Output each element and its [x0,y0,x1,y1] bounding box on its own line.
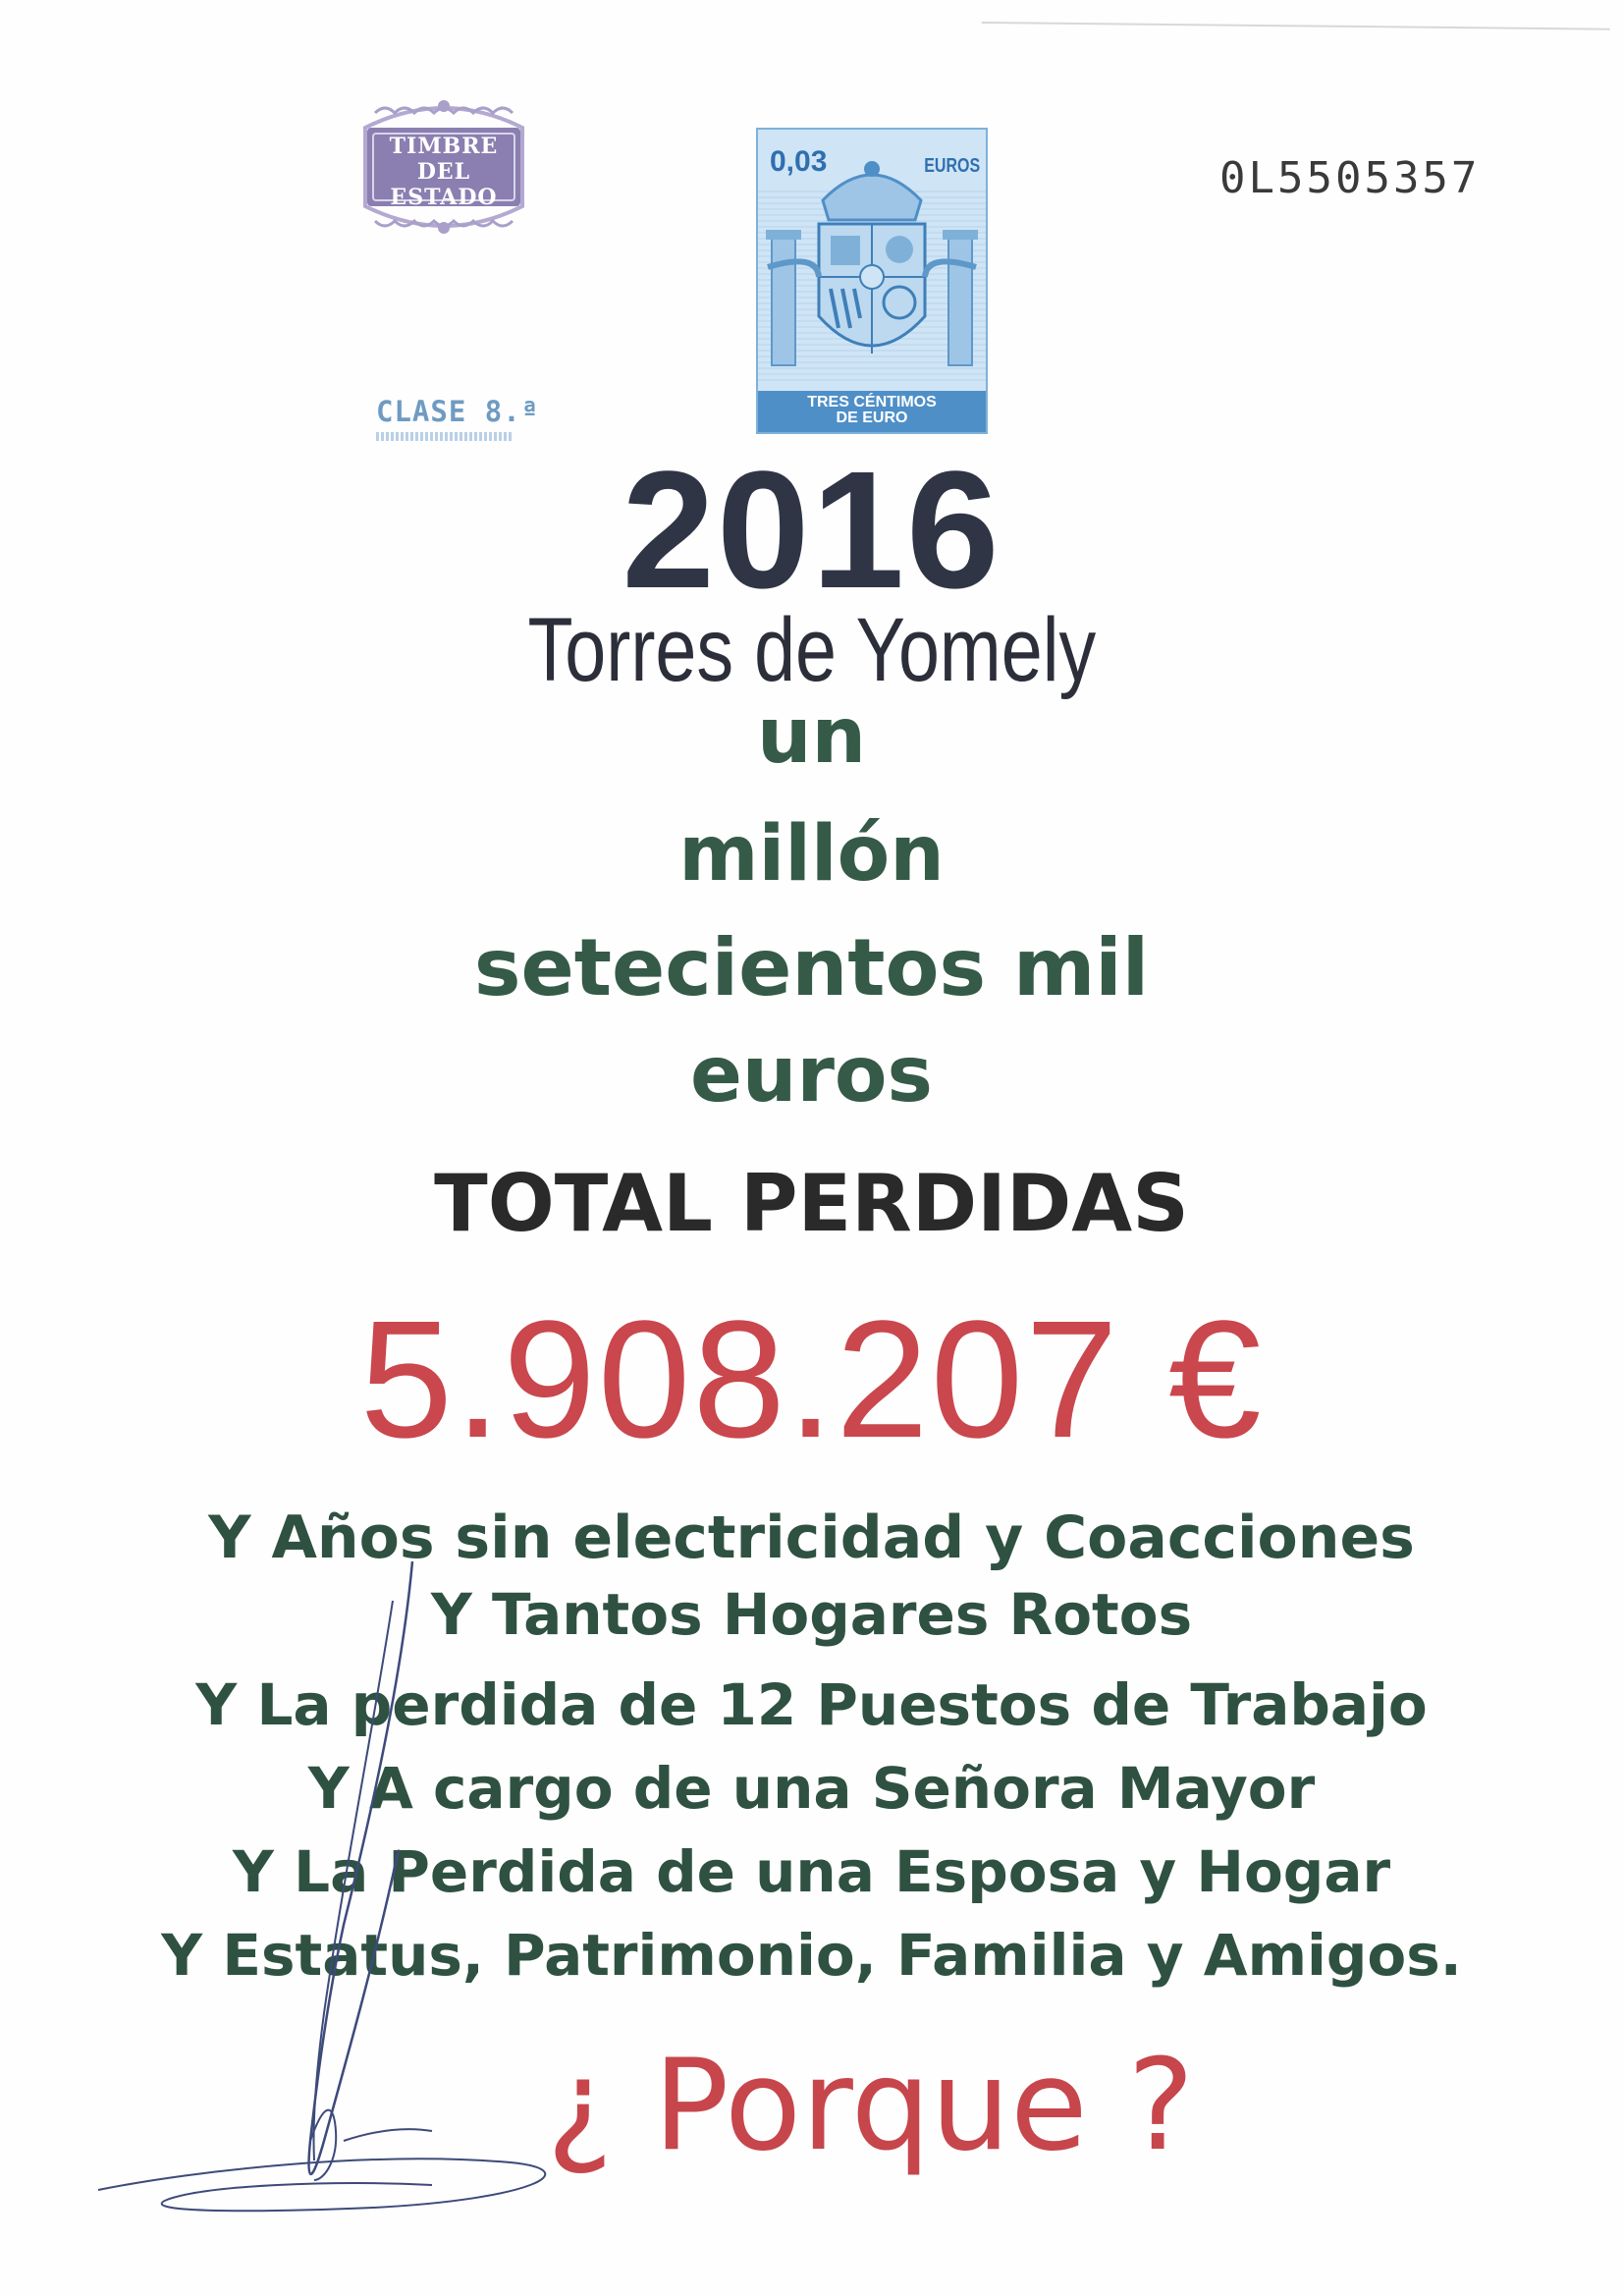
timbre-line-1: TIMBRE [389,134,499,159]
amount-word-2: millón [678,810,945,899]
timbre-line-2: DEL ESTADO [390,159,498,210]
stamp-caption-line-1: TRES CÉNTIMOS [807,394,937,410]
reason-line: Y Tantos Hogares Rotos [430,1581,1193,1648]
amount-word-3: setecientos mil [473,922,1150,1013]
handwritten-signature [79,1552,589,2239]
year-heading: 2016 [622,437,1001,624]
reason-line: Y A cargo de una Señora Mayor [307,1755,1316,1822]
total-value: 5.908.207 € [359,1286,1264,1473]
reason-line: Y Estatus, Patrimonio, Familia y Amigos. [161,1922,1462,1989]
stamp-caption [758,391,986,432]
stamp-currency: EUROS [924,155,980,177]
stamp-value: 0,03 [770,145,828,178]
timbre-del-estado-seal [346,98,542,236]
amount-word-4: euros [690,1031,933,1120]
total-label: TOTAL PERDIDAS [434,1158,1189,1249]
subject-text: Torres de Yomely [527,600,1096,700]
euro-revenue-stamp [756,128,988,434]
closing-question: ¿ Porque ? [546,2033,1195,2179]
amount-word-1: un [756,692,867,781]
scan-edge-line [982,0,1610,30]
stamp-caption-line-2: DE EURO [836,410,908,426]
serial-number: 0L5505357 [1219,153,1481,203]
clase-label: CLASE 8.ª [376,395,540,428]
reason-line: Y La Perdida de una Esposa y Hogar [232,1838,1391,1905]
reason-line: Y La perdida de 12 Puestos de Trabajo [195,1671,1428,1738]
subject-heading [0,601,1623,699]
reason-line: Y Años sin electricidad y Coacciones [208,1503,1415,1572]
clase-microprint [376,432,514,441]
